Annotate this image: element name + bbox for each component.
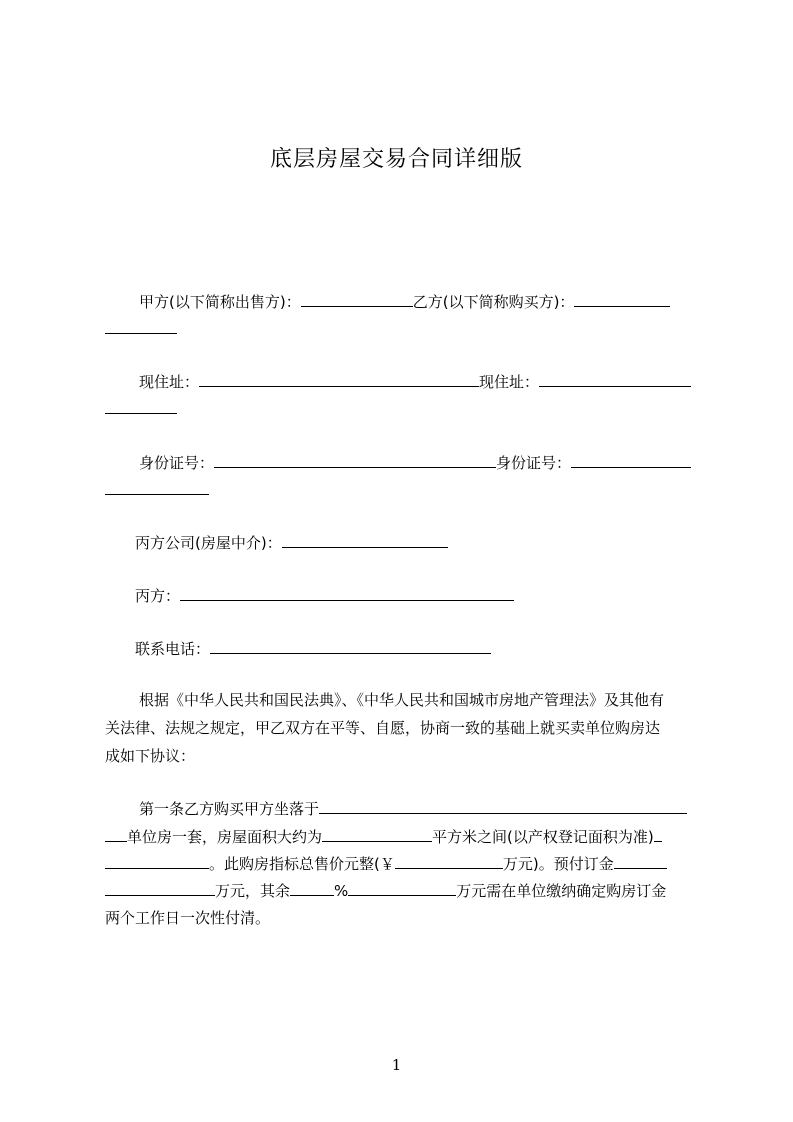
article1-text-3: 平方米之间(以产权登记面积为准) bbox=[432, 828, 654, 846]
balance-blank[interactable] bbox=[348, 880, 456, 896]
area-note-blank-cont[interactable] bbox=[105, 853, 209, 869]
party-b-blank[interactable] bbox=[574, 291, 670, 307]
address-b-blank[interactable] bbox=[539, 371, 691, 387]
address-a-blank[interactable] bbox=[199, 371, 479, 387]
agency-blank[interactable] bbox=[282, 532, 448, 548]
party-c-label: 丙方： bbox=[135, 587, 181, 605]
id-b-blank[interactable] bbox=[571, 452, 691, 468]
address-b-label: 现住址： bbox=[479, 373, 540, 391]
party-b-continuation bbox=[105, 318, 177, 339]
preamble-line-3: 成如下协议： bbox=[105, 747, 196, 765]
id-a-label: 身份证号： bbox=[139, 454, 215, 472]
agency-label: 丙方公司(房屋中介)： bbox=[135, 534, 282, 552]
id-b-blank-cont[interactable] bbox=[105, 479, 209, 495]
location-blank-cont[interactable] bbox=[105, 826, 127, 842]
article1-line-2 bbox=[105, 826, 662, 847]
deposit-blank[interactable] bbox=[614, 853, 667, 869]
party-line bbox=[139, 291, 670, 312]
total-price-blank[interactable] bbox=[395, 853, 503, 869]
address-line bbox=[139, 371, 691, 392]
article1-text-6: 万元，其余 bbox=[215, 882, 291, 900]
article1-text-8: 万元需在单位缴纳确定购房订金 bbox=[456, 882, 667, 900]
phone-label: 联系电话： bbox=[135, 640, 211, 658]
page-number: 1 bbox=[391, 1056, 402, 1074]
id-b-continuation bbox=[105, 479, 209, 500]
address-a-label: 现住址： bbox=[139, 373, 200, 391]
party-c-line bbox=[135, 585, 514, 606]
preamble-line-1: 根据《中华人民共和国民法典》、《中华人民共和国城市房地产管理法》及其他有 bbox=[139, 691, 665, 709]
id-a-blank[interactable] bbox=[214, 452, 496, 468]
article1-text-4: 。此购房指标总售价元整(￥ bbox=[209, 855, 395, 873]
phone-blank[interactable] bbox=[210, 638, 491, 654]
party-b-blank-cont[interactable] bbox=[105, 318, 177, 334]
party-a-label: 甲方(以下简称出售方)： bbox=[139, 293, 301, 311]
area-note-blank[interactable] bbox=[654, 826, 662, 842]
deposit-blank-cont[interactable] bbox=[105, 880, 215, 896]
id-b-label: 身份证号： bbox=[496, 454, 572, 472]
address-b-continuation bbox=[105, 398, 177, 419]
phone-line bbox=[135, 638, 491, 659]
article1-line-3 bbox=[105, 853, 667, 874]
preamble-line-2: 关法律、法规之规定，甲乙双方在平等、自愿，协商一致的基础上就买卖单位购房达 bbox=[105, 719, 661, 737]
article1-text-1: 第一条乙方购买甲方坐落于 bbox=[139, 800, 320, 818]
article1-line-1 bbox=[139, 798, 687, 819]
area-blank[interactable] bbox=[322, 826, 432, 842]
location-blank[interactable] bbox=[319, 798, 687, 814]
party-b-label: 乙方(以下简称购买方)： bbox=[412, 293, 575, 311]
percent-blank[interactable] bbox=[290, 880, 334, 896]
party-c-blank[interactable] bbox=[180, 585, 514, 601]
article1-line-4 bbox=[105, 880, 666, 901]
party-a-blank[interactable] bbox=[301, 291, 413, 307]
article1-text-2: 单位房一套，房屋面积大约为 bbox=[127, 828, 323, 846]
article1-text-5: 万元)。预付订金 bbox=[502, 855, 614, 873]
id-line bbox=[139, 452, 691, 473]
article1-percent: % bbox=[334, 882, 349, 900]
agency-line bbox=[135, 532, 448, 553]
page-title: 底层房屋交易合同详细版 bbox=[269, 147, 523, 172]
address-b-blank-cont[interactable] bbox=[105, 398, 177, 414]
article1-line-5: 两个工作日一次性付清。 bbox=[105, 909, 271, 927]
